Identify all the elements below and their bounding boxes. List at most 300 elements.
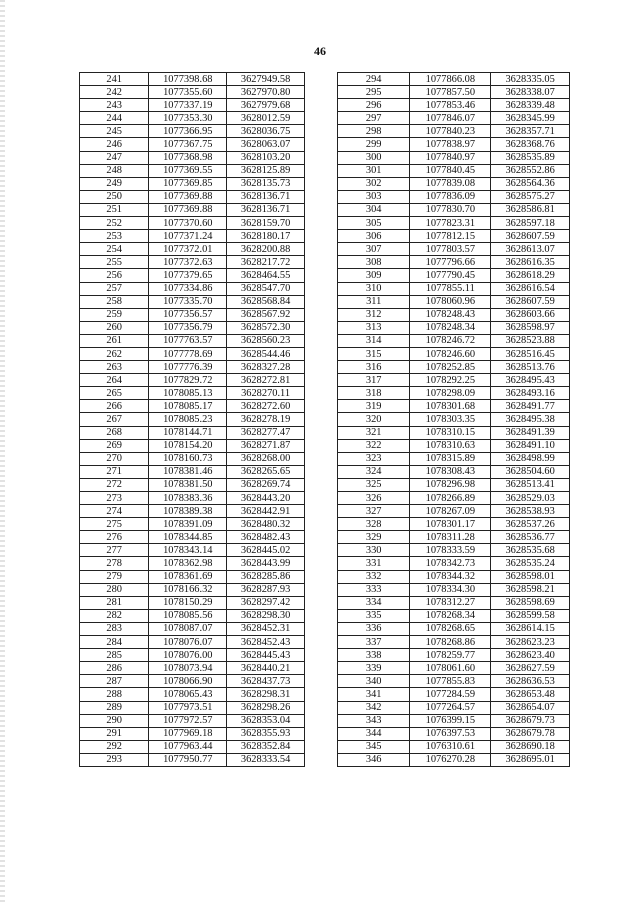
y-coordinate-cell: 3628368.76 — [491, 138, 570, 151]
point-number-cell: 322 — [338, 439, 410, 452]
point-number-cell: 291 — [80, 727, 149, 740]
table-row — [338, 361, 570, 374]
y-coordinate-cell: 3628353.04 — [227, 714, 305, 727]
y-coordinate-cell: 3628268.00 — [227, 452, 305, 465]
x-coordinate-cell: 1077972.57 — [149, 714, 227, 727]
point-number-cell: 327 — [338, 505, 410, 518]
x-coordinate-cell: 1077963.44 — [149, 740, 227, 753]
x-coordinate-cell: 1078085.13 — [149, 387, 227, 400]
y-coordinate-cell: 3628599.58 — [491, 609, 570, 622]
x-coordinate-cell: 1077855.11 — [410, 282, 491, 295]
table-row — [338, 570, 570, 583]
table-row — [338, 609, 570, 622]
point-number-cell: 306 — [338, 230, 410, 243]
table-row — [80, 622, 305, 635]
point-number-cell: 312 — [338, 308, 410, 321]
point-number-cell: 309 — [338, 269, 410, 282]
table-row — [80, 334, 305, 347]
table-row — [80, 570, 305, 583]
table-row — [338, 203, 570, 216]
y-coordinate-cell: 3628653.48 — [491, 688, 570, 701]
table-row — [338, 675, 570, 688]
point-number-cell: 308 — [338, 256, 410, 269]
x-coordinate-cell: 1077950.77 — [149, 753, 227, 766]
x-coordinate-cell: 1077334.86 — [149, 282, 227, 295]
x-coordinate-cell: 1078344.32 — [410, 570, 491, 583]
y-coordinate-cell: 3628695.01 — [491, 753, 570, 766]
point-number-cell: 297 — [338, 112, 410, 125]
x-coordinate-cell: 1077356.57 — [149, 308, 227, 321]
y-coordinate-cell: 3628339.48 — [491, 99, 570, 112]
y-coordinate-cell: 3628442.91 — [227, 505, 305, 518]
y-coordinate-cell: 3628136.71 — [227, 203, 305, 216]
x-coordinate-cell: 1078362.98 — [149, 557, 227, 570]
y-coordinate-cell: 3628440.21 — [227, 662, 305, 675]
point-number-cell: 261 — [80, 334, 149, 347]
y-coordinate-cell: 3628443.20 — [227, 492, 305, 505]
table-row — [80, 361, 305, 374]
y-coordinate-cell: 3628357.71 — [491, 125, 570, 138]
x-coordinate-cell: 1077355.60 — [149, 86, 227, 99]
y-coordinate-cell: 3628568.84 — [227, 295, 305, 308]
table-row — [338, 125, 570, 138]
point-number-cell: 345 — [338, 740, 410, 753]
point-number-cell: 289 — [80, 701, 149, 714]
table-row — [338, 622, 570, 635]
table-row — [80, 203, 305, 216]
point-number-cell: 288 — [80, 688, 149, 701]
point-number-cell: 300 — [338, 151, 410, 164]
point-number-cell: 343 — [338, 714, 410, 727]
point-number-cell: 254 — [80, 243, 149, 256]
point-number-cell: 304 — [338, 203, 410, 216]
y-coordinate-cell: 3628516.45 — [491, 347, 570, 360]
table-row — [80, 112, 305, 125]
y-coordinate-cell: 3628586.81 — [491, 203, 570, 216]
point-number-cell: 329 — [338, 531, 410, 544]
table-row — [80, 347, 305, 360]
x-coordinate-cell: 1077353.30 — [149, 112, 227, 125]
y-coordinate-cell: 3628180.17 — [227, 230, 305, 243]
x-coordinate-cell: 1077778.69 — [149, 347, 227, 360]
point-number-cell: 271 — [80, 465, 149, 478]
y-coordinate-cell: 3628618.29 — [491, 269, 570, 282]
point-number-cell: 259 — [80, 308, 149, 321]
table-row — [80, 596, 305, 609]
x-coordinate-cell: 1078343.14 — [149, 544, 227, 557]
table-row — [338, 164, 570, 177]
point-number-cell: 310 — [338, 282, 410, 295]
y-coordinate-cell: 3628217.72 — [227, 256, 305, 269]
table-row — [80, 387, 305, 400]
x-coordinate-cell: 1078389.38 — [149, 505, 227, 518]
page-number: 46 — [314, 44, 326, 58]
table-row — [338, 596, 570, 609]
x-coordinate-cell: 1077830.70 — [410, 203, 491, 216]
y-coordinate-cell: 3628623.23 — [491, 636, 570, 649]
table-row — [80, 86, 305, 99]
x-coordinate-cell: 1077776.39 — [149, 361, 227, 374]
table-row — [80, 714, 305, 727]
y-coordinate-cell: 3628538.93 — [491, 505, 570, 518]
x-coordinate-cell: 1078061.60 — [410, 662, 491, 675]
point-number-cell: 255 — [80, 256, 149, 269]
y-coordinate-cell: 3627949.58 — [227, 73, 305, 86]
point-number-cell: 286 — [80, 662, 149, 675]
point-number-cell: 331 — [338, 557, 410, 570]
x-coordinate-cell: 1077369.88 — [149, 190, 227, 203]
y-coordinate-cell: 3628297.42 — [227, 596, 305, 609]
y-coordinate-cell: 3628560.23 — [227, 334, 305, 347]
point-number-cell: 340 — [338, 675, 410, 688]
y-coordinate-cell: 3628452.43 — [227, 636, 305, 649]
x-coordinate-cell: 1077866.08 — [410, 73, 491, 86]
table-row — [338, 583, 570, 596]
point-number-cell: 316 — [338, 361, 410, 374]
table-row — [80, 177, 305, 190]
x-coordinate-cell: 1078301.68 — [410, 400, 491, 413]
point-number-cell: 266 — [80, 400, 149, 413]
y-coordinate-cell: 3628552.86 — [491, 164, 570, 177]
table-row — [338, 492, 570, 505]
x-coordinate-cell: 1078085.17 — [149, 400, 227, 413]
x-coordinate-cell: 1078310.63 — [410, 439, 491, 452]
table-row — [338, 439, 570, 452]
x-coordinate-cell: 1078381.46 — [149, 465, 227, 478]
x-coordinate-cell: 1078060.96 — [410, 295, 491, 308]
table-row — [338, 112, 570, 125]
x-coordinate-cell: 1078066.90 — [149, 675, 227, 688]
y-coordinate-cell: 3628616.35 — [491, 256, 570, 269]
point-number-cell: 272 — [80, 478, 149, 491]
table-row — [338, 217, 570, 230]
table-row — [80, 688, 305, 701]
table-row — [338, 557, 570, 570]
x-coordinate-cell: 1077840.97 — [410, 151, 491, 164]
x-coordinate-cell: 1078301.17 — [410, 518, 491, 531]
point-number-cell: 246 — [80, 138, 149, 151]
y-coordinate-cell: 3628529.03 — [491, 492, 570, 505]
table-row — [80, 230, 305, 243]
point-number-cell: 321 — [338, 426, 410, 439]
table-row — [80, 413, 305, 426]
coordinates-table-right — [337, 72, 570, 767]
x-coordinate-cell: 1078361.69 — [149, 570, 227, 583]
x-coordinate-cell: 1077356.79 — [149, 321, 227, 334]
y-coordinate-cell: 3628603.66 — [491, 308, 570, 321]
x-coordinate-cell: 1078085.56 — [149, 609, 227, 622]
y-coordinate-cell: 3628567.92 — [227, 308, 305, 321]
x-coordinate-cell: 1077823.31 — [410, 217, 491, 230]
table-row — [338, 465, 570, 478]
point-number-cell: 278 — [80, 557, 149, 570]
point-number-cell: 315 — [338, 347, 410, 360]
x-coordinate-cell: 1078087.07 — [149, 622, 227, 635]
y-coordinate-cell: 3628200.88 — [227, 243, 305, 256]
point-number-cell: 258 — [80, 295, 149, 308]
point-number-cell: 293 — [80, 753, 149, 766]
point-number-cell: 267 — [80, 413, 149, 426]
x-coordinate-cell: 1078391.09 — [149, 518, 227, 531]
table-row — [80, 125, 305, 138]
y-coordinate-cell: 3628598.21 — [491, 583, 570, 596]
point-number-cell: 281 — [80, 596, 149, 609]
point-number-cell: 319 — [338, 400, 410, 413]
x-coordinate-cell: 1078381.50 — [149, 478, 227, 491]
table-row — [338, 321, 570, 334]
y-coordinate-cell: 3628613.07 — [491, 243, 570, 256]
y-coordinate-cell: 3628298.30 — [227, 609, 305, 622]
table-row — [80, 321, 305, 334]
y-coordinate-cell: 3628491.10 — [491, 439, 570, 452]
y-coordinate-cell: 3628287.93 — [227, 583, 305, 596]
table-row — [80, 492, 305, 505]
point-number-cell: 264 — [80, 374, 149, 387]
table-row — [80, 465, 305, 478]
x-coordinate-cell: 1078252.85 — [410, 361, 491, 374]
y-coordinate-cell: 3628464.55 — [227, 269, 305, 282]
y-coordinate-cell: 3628679.78 — [491, 727, 570, 740]
y-coordinate-cell: 3628036.75 — [227, 125, 305, 138]
table-row — [80, 269, 305, 282]
point-number-cell: 298 — [338, 125, 410, 138]
point-number-cell: 269 — [80, 439, 149, 452]
x-coordinate-cell: 1077803.57 — [410, 243, 491, 256]
x-coordinate-cell: 1077369.88 — [149, 203, 227, 216]
y-coordinate-cell: 3628159.70 — [227, 217, 305, 230]
table-row — [80, 557, 305, 570]
x-coordinate-cell: 1077369.55 — [149, 164, 227, 177]
table-row — [80, 295, 305, 308]
table-row — [338, 177, 570, 190]
point-number-cell: 346 — [338, 753, 410, 766]
y-coordinate-cell: 3628491.39 — [491, 426, 570, 439]
x-coordinate-cell: 1077840.45 — [410, 164, 491, 177]
x-coordinate-cell: 1076399.15 — [410, 714, 491, 727]
point-number-cell: 280 — [80, 583, 149, 596]
table-row — [80, 662, 305, 675]
x-coordinate-cell: 1078259.77 — [410, 649, 491, 662]
x-coordinate-cell: 1077337.19 — [149, 99, 227, 112]
table-row — [338, 452, 570, 465]
point-number-cell: 317 — [338, 374, 410, 387]
table-row — [80, 727, 305, 740]
y-coordinate-cell: 3628285.86 — [227, 570, 305, 583]
point-number-cell: 283 — [80, 622, 149, 635]
point-number-cell: 242 — [80, 86, 149, 99]
table-row — [338, 649, 570, 662]
point-number-cell: 335 — [338, 609, 410, 622]
table-row — [338, 190, 570, 203]
y-coordinate-cell: 3628335.05 — [491, 73, 570, 86]
point-number-cell: 249 — [80, 177, 149, 190]
table-row — [80, 649, 305, 662]
y-coordinate-cell: 3628636.53 — [491, 675, 570, 688]
point-number-cell: 311 — [338, 295, 410, 308]
point-number-cell: 305 — [338, 217, 410, 230]
y-coordinate-cell: 3628480.32 — [227, 518, 305, 531]
y-coordinate-cell: 3628298.26 — [227, 701, 305, 714]
table-row — [338, 334, 570, 347]
x-coordinate-cell: 1078073.94 — [149, 662, 227, 675]
point-number-cell: 323 — [338, 452, 410, 465]
point-number-cell: 276 — [80, 531, 149, 544]
x-coordinate-cell: 1077796.66 — [410, 256, 491, 269]
point-number-cell: 336 — [338, 622, 410, 635]
y-coordinate-cell: 3628443.99 — [227, 557, 305, 570]
point-number-cell: 251 — [80, 203, 149, 216]
x-coordinate-cell: 1078334.30 — [410, 583, 491, 596]
x-coordinate-cell: 1078160.73 — [149, 452, 227, 465]
x-coordinate-cell: 1077284.59 — [410, 688, 491, 701]
x-coordinate-cell: 1077812.15 — [410, 230, 491, 243]
x-coordinate-cell: 1077335.70 — [149, 295, 227, 308]
y-coordinate-cell: 3627979.68 — [227, 99, 305, 112]
point-number-cell: 256 — [80, 269, 149, 282]
table-row — [338, 256, 570, 269]
table-row — [80, 374, 305, 387]
scan-binding-edge — [0, 0, 5, 905]
table-row — [80, 138, 305, 151]
point-number-cell: 284 — [80, 636, 149, 649]
point-number-cell: 302 — [338, 177, 410, 190]
table-row — [80, 701, 305, 714]
x-coordinate-cell: 1077853.46 — [410, 99, 491, 112]
x-coordinate-cell: 1076310.61 — [410, 740, 491, 753]
point-number-cell: 252 — [80, 217, 149, 230]
point-number-cell: 270 — [80, 452, 149, 465]
point-number-cell: 299 — [338, 138, 410, 151]
point-number-cell: 320 — [338, 413, 410, 426]
x-coordinate-cell: 1076270.28 — [410, 753, 491, 766]
table-row — [80, 73, 305, 86]
y-coordinate-cell: 3628345.99 — [491, 112, 570, 125]
y-coordinate-cell: 3628495.38 — [491, 413, 570, 426]
table-row — [80, 190, 305, 203]
table-row — [80, 164, 305, 177]
x-coordinate-cell: 1078248.34 — [410, 321, 491, 334]
y-coordinate-cell: 3628564.36 — [491, 177, 570, 190]
x-coordinate-cell: 1078292.25 — [410, 374, 491, 387]
point-number-cell: 333 — [338, 583, 410, 596]
point-number-cell: 248 — [80, 164, 149, 177]
y-coordinate-cell: 3628616.54 — [491, 282, 570, 295]
point-number-cell: 332 — [338, 570, 410, 583]
y-coordinate-cell: 3628271.87 — [227, 439, 305, 452]
x-coordinate-cell: 1078268.86 — [410, 636, 491, 649]
y-coordinate-cell: 3628270.11 — [227, 387, 305, 400]
y-coordinate-cell: 3628536.77 — [491, 531, 570, 544]
x-coordinate-cell: 1078296.98 — [410, 478, 491, 491]
x-coordinate-cell: 1076397.53 — [410, 727, 491, 740]
x-coordinate-cell: 1078085.23 — [149, 413, 227, 426]
table-row — [80, 753, 305, 766]
x-coordinate-cell: 1078246.72 — [410, 334, 491, 347]
table-row — [338, 99, 570, 112]
y-coordinate-cell: 3628355.93 — [227, 727, 305, 740]
table-row — [338, 413, 570, 426]
point-number-cell: 314 — [338, 334, 410, 347]
y-coordinate-cell: 3628136.71 — [227, 190, 305, 203]
y-coordinate-cell: 3628338.07 — [491, 86, 570, 99]
x-coordinate-cell: 1077973.51 — [149, 701, 227, 714]
y-coordinate-cell: 3628498.99 — [491, 452, 570, 465]
y-coordinate-cell: 3628272.60 — [227, 400, 305, 413]
table-row — [80, 452, 305, 465]
x-coordinate-cell: 1077840.23 — [410, 125, 491, 138]
x-coordinate-cell: 1078154.20 — [149, 439, 227, 452]
table-row — [80, 518, 305, 531]
table-row — [80, 400, 305, 413]
point-number-cell: 341 — [338, 688, 410, 701]
point-number-cell: 287 — [80, 675, 149, 688]
table-row — [338, 662, 570, 675]
x-coordinate-cell: 1077366.95 — [149, 125, 227, 138]
x-coordinate-cell: 1078248.43 — [410, 308, 491, 321]
table-row — [338, 531, 570, 544]
table-row — [338, 400, 570, 413]
y-coordinate-cell: 3628544.46 — [227, 347, 305, 360]
x-coordinate-cell: 1078342.73 — [410, 557, 491, 570]
y-coordinate-cell: 3628654.07 — [491, 701, 570, 714]
point-number-cell: 279 — [80, 570, 149, 583]
table-row — [338, 73, 570, 86]
point-number-cell: 342 — [338, 701, 410, 714]
x-coordinate-cell: 1077836.09 — [410, 190, 491, 203]
table-row — [80, 609, 305, 622]
y-coordinate-cell: 3628535.68 — [491, 544, 570, 557]
point-number-cell: 328 — [338, 518, 410, 531]
x-coordinate-cell: 1078268.34 — [410, 609, 491, 622]
x-coordinate-cell: 1078246.60 — [410, 347, 491, 360]
y-coordinate-cell: 3628598.97 — [491, 321, 570, 334]
table-row — [338, 151, 570, 164]
table-row — [80, 583, 305, 596]
table-row — [338, 636, 570, 649]
y-coordinate-cell: 3628572.30 — [227, 321, 305, 334]
point-number-cell: 260 — [80, 321, 149, 334]
table-row — [80, 308, 305, 321]
y-coordinate-cell: 3628269.74 — [227, 478, 305, 491]
y-coordinate-cell: 3628298.31 — [227, 688, 305, 701]
x-coordinate-cell: 1077790.45 — [410, 269, 491, 282]
x-coordinate-cell: 1077838.97 — [410, 138, 491, 151]
x-coordinate-cell: 1078268.65 — [410, 622, 491, 635]
y-coordinate-cell: 3628690.18 — [491, 740, 570, 753]
point-number-cell: 241 — [80, 73, 149, 86]
x-coordinate-cell: 1078383.36 — [149, 492, 227, 505]
y-coordinate-cell: 3628125.89 — [227, 164, 305, 177]
table-row — [80, 740, 305, 753]
x-coordinate-cell: 1077398.68 — [149, 73, 227, 86]
table-row — [338, 478, 570, 491]
coordinates-table-left — [79, 72, 305, 767]
y-coordinate-cell: 3628495.43 — [491, 374, 570, 387]
x-coordinate-cell: 1078311.28 — [410, 531, 491, 544]
table-row — [80, 675, 305, 688]
x-coordinate-cell: 1078344.85 — [149, 531, 227, 544]
y-coordinate-cell: 3628513.76 — [491, 361, 570, 374]
table-row — [338, 505, 570, 518]
y-coordinate-cell: 3628265.65 — [227, 465, 305, 478]
x-coordinate-cell: 1078308.43 — [410, 465, 491, 478]
point-number-cell: 303 — [338, 190, 410, 203]
x-coordinate-cell: 1078076.00 — [149, 649, 227, 662]
point-number-cell: 275 — [80, 518, 149, 531]
table-row — [80, 531, 305, 544]
table-row — [338, 727, 570, 740]
table-row — [338, 753, 570, 766]
